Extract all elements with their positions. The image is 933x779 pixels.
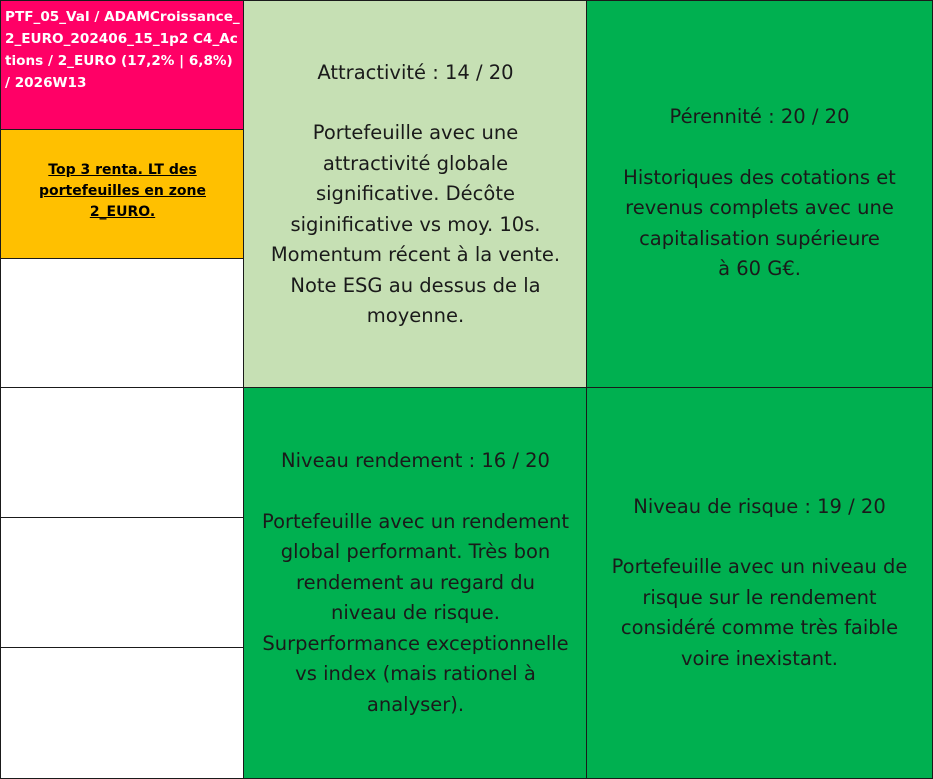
risque-title: Niveau de risque : 19 / 20 [633,494,886,518]
rendement-title: Niveau rendement : 16 / 20 [281,449,550,472]
perennite-title: Pérennité : 20 / 20 [669,105,850,128]
rendement-description: Portefeuille avec un rendement global performant. Très bon rendement au regard du niveau de risque. Surperformance exceptionnelle vs index (mais rationel à analyser). [262,509,569,716]
blank-cell-2 [0,387,245,519]
blank-cell-1 [0,258,245,389]
perennite-description: Historiques des cotations et revenus complets avec une capitalisation supérieure à 60 G€. [623,165,896,280]
rendement-panel [243,387,588,779]
top-rank-note: Top 3 renta. LT des portefeuilles en zone 2_EURO. [0,129,245,260]
portfolio-header: PTF_05_Val / ADAMCroissance_2_EURO_202406_15_1p2 C4_Actions / 2_EURO (17,2% | 6,8%) / 2026W13 [0,0,245,131]
blank-cell-4 [0,647,245,779]
perennite-panel [586,0,933,389]
risque-panel [586,387,933,779]
attractivite-panel [243,0,588,389]
attractivite-description: Portefeuille avec une attractivité globale significative. Décôte siginificative vs moy. 10s. Momentum récent à la vente. Note ESG au dessus de la moyenne. [270,121,561,327]
blank-cell-3 [0,517,245,649]
attractivite-title: Attractivité : 14 / 20 [317,60,514,84]
risque-description: Portefeuille avec un niveau de risque sur le rendement considéré comme très faible voire inexistant. [611,555,908,670]
